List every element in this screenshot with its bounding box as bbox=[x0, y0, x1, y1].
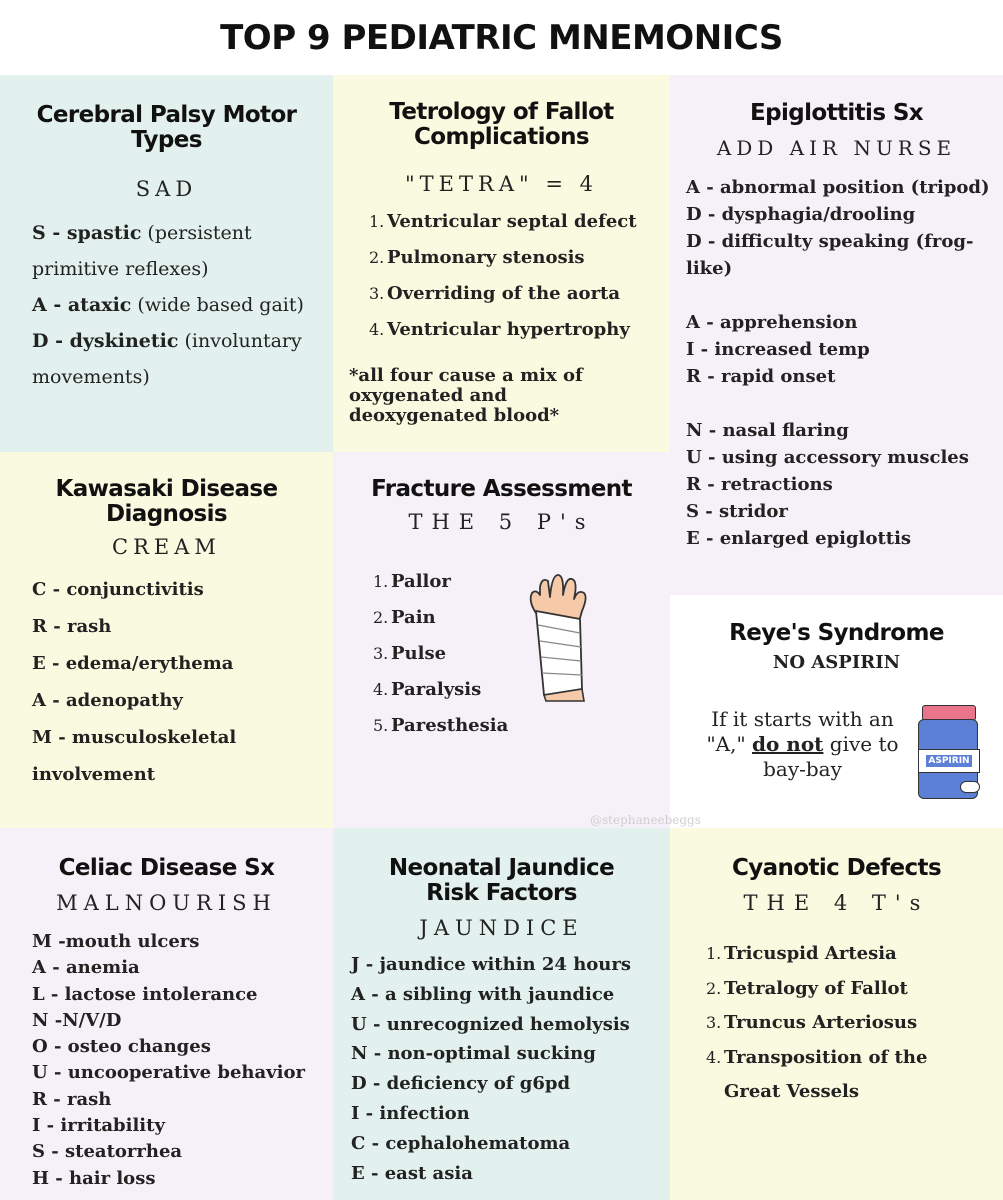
card-title: Tetrology of Fallot Complications bbox=[389, 99, 614, 150]
list-item: D - dyskinetic (involuntary bbox=[32, 330, 302, 352]
list-item: R - rapid onset bbox=[686, 366, 836, 387]
cerebral-palsy-card bbox=[0, 75, 333, 452]
mnemonic: THE 4 T's bbox=[743, 891, 930, 915]
reye-card bbox=[670, 595, 1003, 828]
mnemonic: JAUNDICE bbox=[419, 916, 584, 940]
mnemonic: SAD bbox=[135, 177, 198, 201]
list-item: E - edema/erythema bbox=[32, 653, 234, 674]
list-item: M - musculoskeletal bbox=[32, 727, 237, 748]
list-item: Great Vessels bbox=[724, 1081, 860, 1102]
list-item: movements) bbox=[32, 366, 150, 388]
list-item: S - steatorrhea bbox=[32, 1141, 183, 1163]
card-title: Cyanotic Defects bbox=[731, 855, 942, 881]
list-item: N - nasal flaring bbox=[686, 420, 849, 441]
card-title: Kawasaki Disease Diagnosis bbox=[55, 476, 278, 527]
mnemonic-list bbox=[351, 950, 670, 1188]
list-item: 2. Pain bbox=[373, 607, 436, 628]
list-item: O - osteo changes bbox=[32, 1036, 211, 1058]
numbered-list bbox=[706, 937, 1003, 1110]
card-title: Fracture Assessment bbox=[371, 476, 632, 502]
list-item: C - cephalohematoma bbox=[351, 1132, 571, 1154]
bandaged-hand-icon bbox=[518, 567, 608, 702]
list-item: U - uncooperative behavior bbox=[32, 1062, 305, 1084]
list-item: 4. Ventricular hypertrophy bbox=[369, 319, 630, 340]
list-item: 3. Pulse bbox=[373, 643, 447, 664]
list-item: D - deficiency of g6pd bbox=[351, 1073, 571, 1095]
list-item: R - rash bbox=[32, 616, 112, 637]
note: *all four cause a mix of oxygenated and deoxygenated blood* bbox=[349, 365, 583, 426]
list-item: U - unrecognized hemolysis bbox=[351, 1013, 630, 1035]
list-item: I - infection bbox=[351, 1102, 470, 1124]
list-item: D - difficulty speaking (frog- bbox=[686, 231, 974, 252]
list-item: 3. Truncus Arteriosus bbox=[706, 1012, 918, 1033]
tetralogy-card bbox=[333, 75, 670, 452]
mnemonic: "TETRA" = 4 bbox=[405, 172, 598, 196]
mnemonic: CREAM bbox=[112, 535, 221, 559]
list-item: like) bbox=[686, 258, 733, 279]
list-item: 4. Paralysis bbox=[373, 679, 482, 700]
list-item: N - non-optimal sucking bbox=[351, 1043, 596, 1065]
list-item: E - enlarged epiglottis bbox=[686, 528, 912, 549]
mnemonic-list bbox=[686, 174, 1003, 552]
list-item: involvement bbox=[32, 764, 156, 785]
list-item: 2. Tetralogy of Fallot bbox=[706, 977, 908, 999]
card-title: Neonatal Jaundice Risk Factors bbox=[388, 855, 615, 906]
list-item: A - apprehension bbox=[686, 312, 858, 333]
list-item: primitive reflexes) bbox=[32, 258, 209, 280]
list-item: I - increased temp bbox=[686, 339, 870, 360]
list-item: 4. Transposition of the bbox=[706, 1046, 928, 1068]
mnemonic-list bbox=[32, 929, 333, 1192]
card-title: Reye's Syndrome bbox=[729, 620, 944, 646]
list-item: 5. Paresthesia bbox=[373, 715, 509, 736]
mnemonic: ADD AIR NURSE bbox=[716, 136, 957, 160]
page-title: TOP 9 PEDIATRIC MNEMONICS bbox=[220, 17, 783, 58]
list-item: C - conjunctivitis bbox=[32, 579, 204, 600]
mnemonic: MALNOURISH bbox=[56, 891, 277, 915]
list-item: J - jaundice within 24 hours bbox=[351, 954, 632, 975]
list-item: R - rash bbox=[32, 1088, 112, 1110]
reye-text: If it starts with an "A," do not give to bay-bay bbox=[706, 707, 899, 781]
list-item: A - abnormal position (tripod) bbox=[686, 177, 990, 198]
cyanotic-defects-card bbox=[670, 828, 1003, 1200]
mnemonic: THE 5 P's bbox=[408, 510, 595, 534]
list-item: 1. Ventricular septal defect bbox=[369, 211, 637, 232]
list-item: D - dysphagia/drooling bbox=[686, 204, 916, 225]
neonatal-jaundice-card bbox=[333, 828, 670, 1200]
numbered-list bbox=[369, 204, 670, 348]
list-item: S - stridor bbox=[686, 501, 788, 522]
list-item: I - irritability bbox=[32, 1115, 165, 1137]
mnemonic-list bbox=[32, 215, 333, 395]
epiglottitis-card bbox=[670, 75, 1003, 595]
list-item: 2. Pulmonary stenosis bbox=[369, 247, 585, 268]
card-title: Cerebral Palsy Motor Types bbox=[36, 102, 297, 153]
list-item: R - retractions bbox=[686, 474, 833, 495]
list-item: A - ataxic (wide based gait) bbox=[32, 294, 304, 316]
list-item: U - using accessory muscles bbox=[686, 447, 969, 468]
bottle-label: ASPIRIN bbox=[928, 756, 970, 766]
list-item: S - spastic (persistent bbox=[32, 222, 252, 244]
list-item: M -mouth ulcers bbox=[32, 931, 200, 952]
celiac-card bbox=[0, 828, 333, 1200]
list-item: 3. Overriding of the aorta bbox=[369, 283, 621, 304]
list-item: 1. Tricuspid Artesia bbox=[706, 943, 897, 964]
list-item: A - a sibling with jaundice bbox=[351, 983, 615, 1005]
emphasis: do not bbox=[752, 732, 824, 756]
list-item: A - adenopathy bbox=[32, 690, 183, 711]
kawasaki-card bbox=[0, 452, 333, 828]
fracture-card bbox=[333, 452, 670, 828]
list-item: N -N/V/D bbox=[32, 1009, 122, 1031]
card-title: Epiglottitis Sx bbox=[749, 100, 924, 126]
list-item: E - east asia bbox=[351, 1162, 473, 1184]
aspirin-bottle-icon bbox=[918, 705, 978, 800]
list-item: A - anemia bbox=[32, 957, 140, 979]
list-item: L - lactose intolerance bbox=[32, 983, 258, 1005]
list-item: 1. Pallor bbox=[373, 571, 451, 592]
mnemonic-list bbox=[32, 571, 333, 793]
watermark: @stephaneebeggs bbox=[590, 813, 701, 827]
mnemonic: NO ASPIRIN bbox=[772, 652, 901, 673]
list-item: H - hair loss bbox=[32, 1167, 156, 1189]
card-title: Celiac Disease Sx bbox=[58, 855, 275, 881]
